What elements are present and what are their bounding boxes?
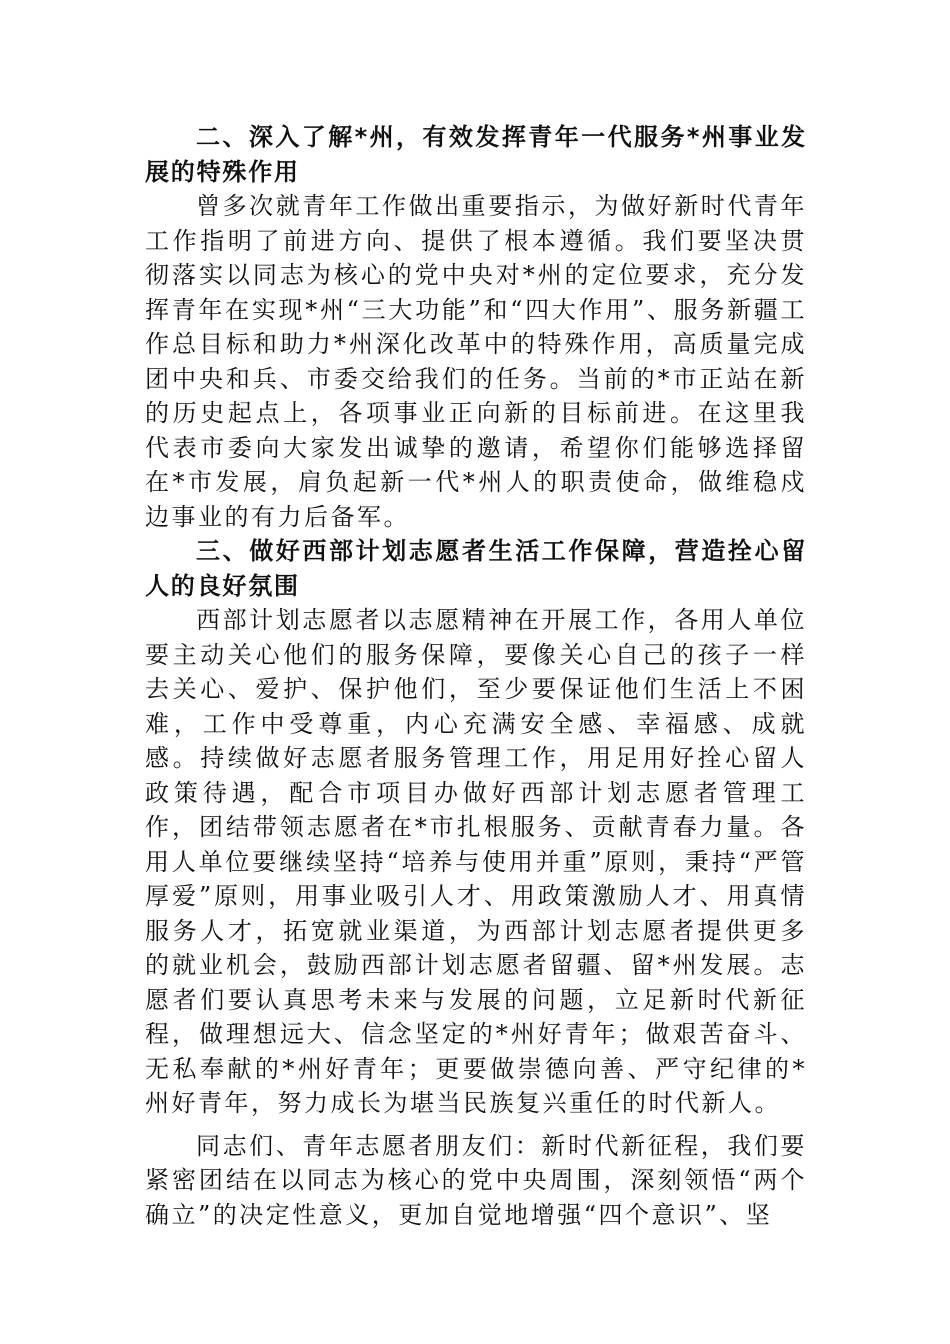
closing-paragraph: 同志们、青年志愿者朋友们：新时代新征程，我们要紧密团结在以同志为核心的党中央周围，深刻领悟“两个确立”的决定性意义，更加自觉地增强“四个意识”、坚 bbox=[145, 1131, 807, 1229]
document-page bbox=[145, 120, 807, 1232]
section-paragraph-2: 曾多次就青年工作做出重要指示，为做好新时代青年工作指明了前进方向、提供了根本遵循。我们要坚决贯彻落实以同志为核心的党中央对*州的定位要求，充分发挥青年在实现*州“三大功能”和“四大作用”、服务新疆工作总目标和助力*州深化改革中的特殊作用，高质量完成团中央和兵、市委交给我们的任务。当前的*市正站在新的历史起点上，各项事业正向新的目标前进。在这里我代表市委向大家发出诚挚的邀请，希望你们能够选择留在*市发展，肩负起新一代*州人的职责使命，做维稳戍边事业的有力后备军。 bbox=[145, 192, 807, 531]
section-heading-2: 二、深入了解*州，有效发挥青年一代服务*州事业发展的特殊作用 bbox=[145, 123, 807, 186]
section-paragraph-3: 西部计划志愿者以志愿精神在开展工作，各用人单位要主动关心他们的服务保障，要像关心自己的孩子一样去关心、爱护、保护他们，至少要保证他们生活上不困难，工作中受尊重，内心充满安全感、幸福感、成就感。持续做好志愿者服务管理工作，用足用好拴心留人政策待遇，配合市项目办做好西部计划志愿者管理工作，团结带领志愿者在*市扎根服务、贡献青春力量。各用人单位要继续坚持“培养与使用并重”原则，秉持“严管厚爱”原则，用事业吸引人才、用政策激励人才、用真情服务人才，拓宽就业渠道，为西部计划志愿者提供更多的就业机会，鼓励西部计划志愿者留疆、留*州发展。志愿者们要认真思考未来与发展的问题，立足新时代新征程，做理想远大、信念坚定的*州好青年；做艰苦奋斗、无私奉献的*州好青年；更要做崇德向善、严守纪律的*州好青年，努力成长为堪当民族复兴重任的时代新人。 bbox=[145, 606, 807, 1117]
section-heading-3: 三、做好西部计划志愿者生活工作保障，营造拴心留人的良好氛围 bbox=[145, 537, 807, 600]
